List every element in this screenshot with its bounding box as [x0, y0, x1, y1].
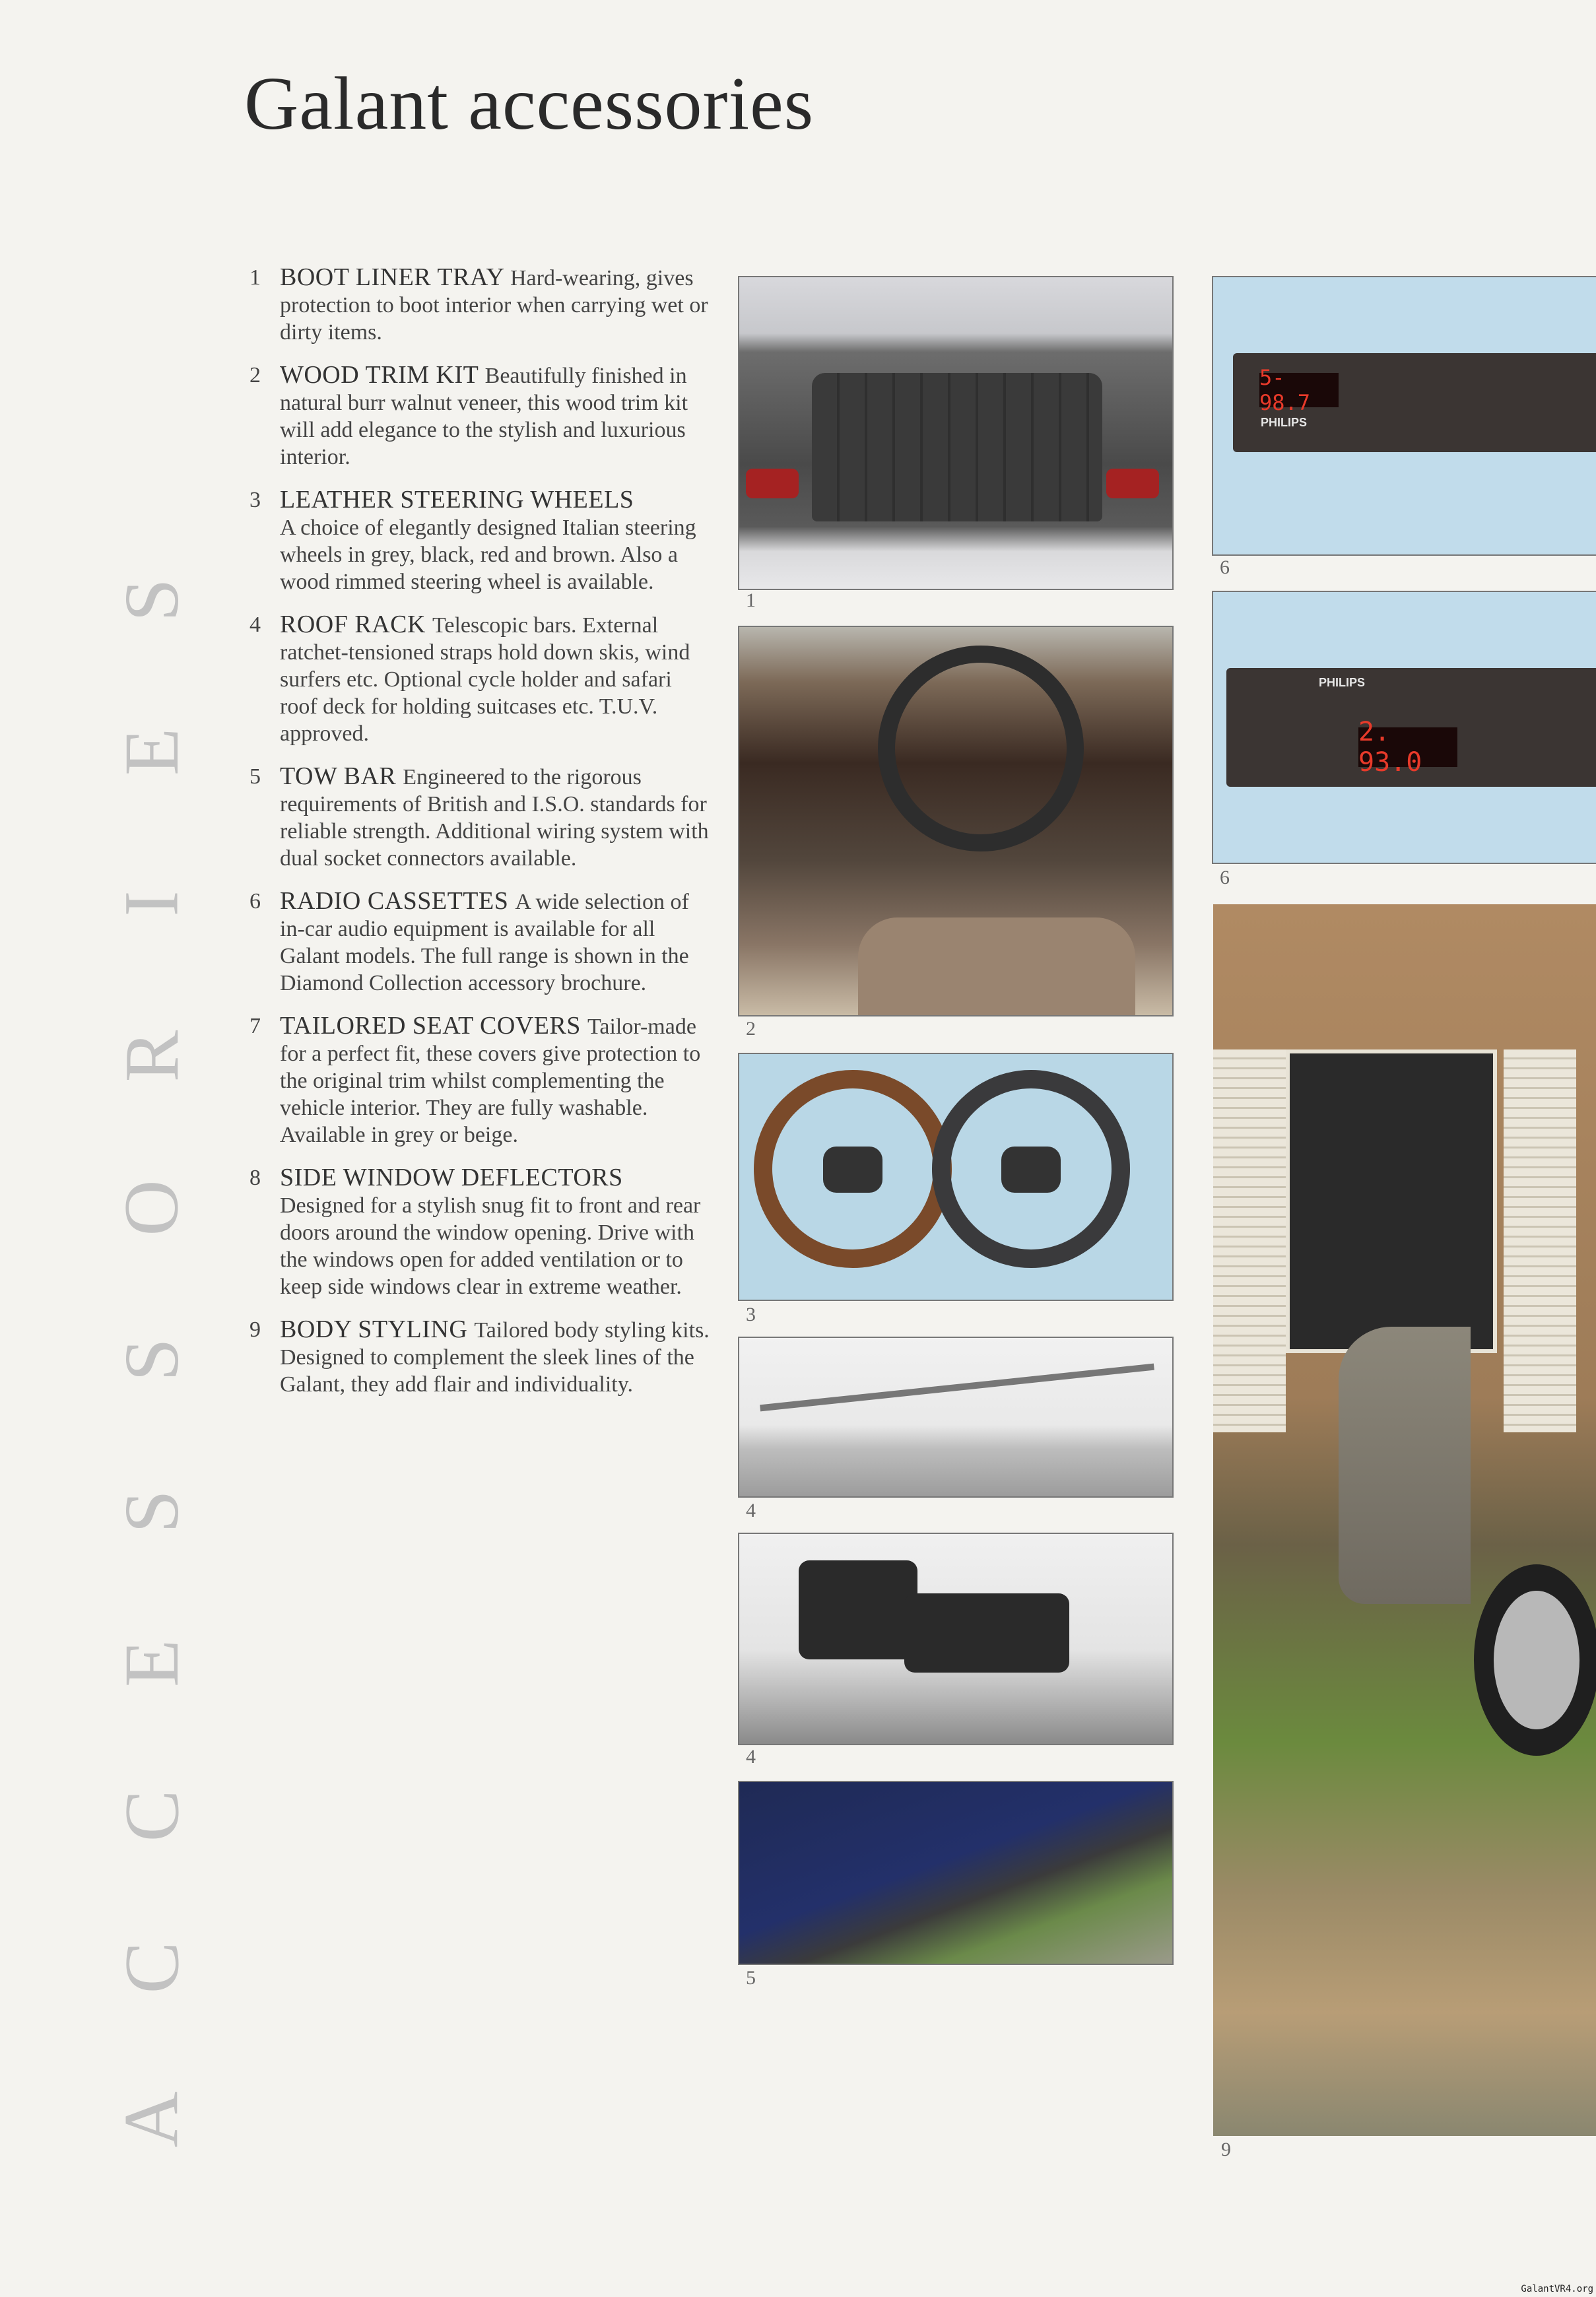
item-heading: ROOF RACK	[280, 611, 432, 638]
item-number: 1	[249, 265, 261, 290]
item-heading: RADIO CASSETTES	[280, 887, 515, 915]
item-number: 7	[249, 1014, 261, 1038]
radio-cassette-photo-1	[1212, 276, 1596, 556]
vertical-letter: E	[108, 728, 195, 776]
caption-5: 5	[746, 1967, 756, 1989]
vertical-letter: S	[108, 578, 195, 622]
skis-shape	[760, 1364, 1154, 1412]
steering-wheels-photo	[738, 1053, 1174, 1301]
item-description: A wide selection of in-car audio equipment is available for all Galant models. The full range is shown in the Diamond Collection accessory brochure.	[280, 890, 689, 995]
caption-6b: 6	[1220, 867, 1230, 888]
caption-6: 6	[1220, 556, 1230, 578]
vertical-letter: O	[108, 1180, 195, 1236]
page-title: Galant accessories	[244, 61, 815, 145]
radio-cassette-photo-2	[1212, 591, 1596, 864]
accessory-item	[249, 264, 712, 346]
accessory-item	[249, 611, 712, 747]
caption-1: 1	[746, 589, 756, 611]
roof-rack-luggage-photo	[738, 1533, 1174, 1745]
caption-2: 2	[746, 1018, 756, 1040]
vertical-letter: C	[108, 1789, 195, 1842]
item-number: 3	[249, 488, 261, 512]
item-heading: SIDE WINDOW DEFLECTORS	[280, 1164, 623, 1191]
vertical-accessories-heading	[108, 561, 195, 2158]
wheel-hub	[823, 1147, 882, 1193]
radio-brand: PHILIPS	[1261, 416, 1308, 429]
steering-wheel-shape	[878, 646, 1084, 851]
window-shutter	[1213, 1049, 1286, 1432]
vertical-letter: C	[108, 1941, 195, 1994]
accessory-item	[249, 888, 712, 997]
item-description: Engineered to the rigorous requirements of British and I.S.O. standards for reliable strength. Additional wiring system with dual socket connectors available.	[280, 765, 709, 871]
roof-rack-skis-photo	[738, 1337, 1174, 1498]
accessory-list	[249, 264, 712, 1414]
radio-unit	[1233, 353, 1596, 452]
item-number: 5	[249, 764, 261, 789]
boot-liner-photo	[738, 276, 1174, 590]
item-number: 8	[249, 1166, 261, 1190]
item-number: 4	[249, 613, 261, 637]
radio-display: 2. 93.0	[1358, 727, 1457, 767]
window-shutter	[1504, 1049, 1576, 1432]
item-heading: LEATHER STEERING WHEELS	[280, 486, 634, 514]
item-number: 6	[249, 889, 261, 914]
vertical-letter: A	[108, 2091, 195, 2148]
body-styling-car-photo	[1213, 904, 1596, 2136]
item-description: Hard-wearing, gives protection to boot interior when carrying wet or dirty items.	[280, 266, 708, 345]
item-heading: WOOD TRIM KIT	[280, 361, 485, 389]
vertical-letter: S	[108, 1338, 195, 1382]
car-wheel	[1474, 1564, 1596, 1756]
item-number: 9	[249, 1317, 261, 1342]
accessory-item	[249, 1013, 712, 1148]
item-heading: TAILORED SEAT COVERS	[280, 1012, 587, 1040]
accessory-item	[249, 486, 712, 595]
radio-brand: PHILIPS	[1319, 676, 1366, 689]
accessory-item	[249, 1164, 712, 1300]
car-body	[1339, 1327, 1471, 1604]
radio-unit	[1226, 668, 1596, 787]
caption-4: 4	[746, 1500, 756, 1521]
item-description: A choice of elegantly designed Italian steering wheels in grey, black, red and brown. Also a wood rimmed steering wheel is available.	[280, 516, 696, 594]
wood-trim-dash-photo	[738, 626, 1174, 1016]
radio-display: 5- 98.7	[1259, 373, 1339, 407]
tow-bar-photo	[738, 1781, 1174, 1965]
vertical-letter: R	[108, 1030, 195, 1082]
wheel-hub	[1001, 1147, 1061, 1193]
item-description: Telescopic bars. External ratchet-tensioned straps hold down skis, wind surfers etc. Optional cycle holder and safari roof deck for holding suitcases etc. T.U.V. approved.	[280, 613, 690, 746]
caption-3: 3	[746, 1304, 756, 1325]
accessory-item	[249, 1316, 712, 1398]
luggage-bag	[904, 1593, 1069, 1673]
seat-shape	[858, 917, 1135, 1016]
item-description: Tailor-made for a perfect fit, these covers give protection to the original trim whilst complementing the vehicle interior. They are fully washable. Available in grey or beige.	[280, 1015, 701, 1147]
boot-tray-shape	[812, 373, 1102, 521]
item-heading: BOOT LINER TRAY	[280, 263, 510, 291]
tail-light-right	[1106, 469, 1159, 498]
item-description: Tailored body styling kits. Designed to complement the sleek lines of the Galant, they add flair and individuality.	[280, 1318, 710, 1397]
item-heading: TOW BAR	[280, 762, 403, 790]
tail-light-left	[746, 469, 799, 498]
accessory-item	[249, 763, 712, 872]
item-number: 2	[249, 363, 261, 387]
accessory-item	[249, 362, 712, 471]
item-heading: BODY STYLING	[280, 1315, 475, 1343]
caption-4b: 4	[746, 1746, 756, 1768]
item-description: Beautifully finished in natural burr walnut veneer, this wood trim kit will add elegance to the stylish and luxurious interior.	[280, 364, 688, 469]
vertical-letter: I	[108, 890, 195, 917]
house-window	[1286, 1049, 1497, 1353]
item-description: Designed for a stylish snug fit to front and rear doors around the window opening. Drive with the windows open for added ventilation or to keep side windows clear in extreme weather.	[280, 1193, 701, 1299]
vertical-letter: E	[108, 1640, 195, 1688]
luggage-bag	[799, 1560, 917, 1659]
vertical-letter: S	[108, 1490, 195, 1533]
caption-9: 9	[1221, 2139, 1231, 2160]
footer-watermark: GalantVR4.org	[1521, 2284, 1593, 2294]
